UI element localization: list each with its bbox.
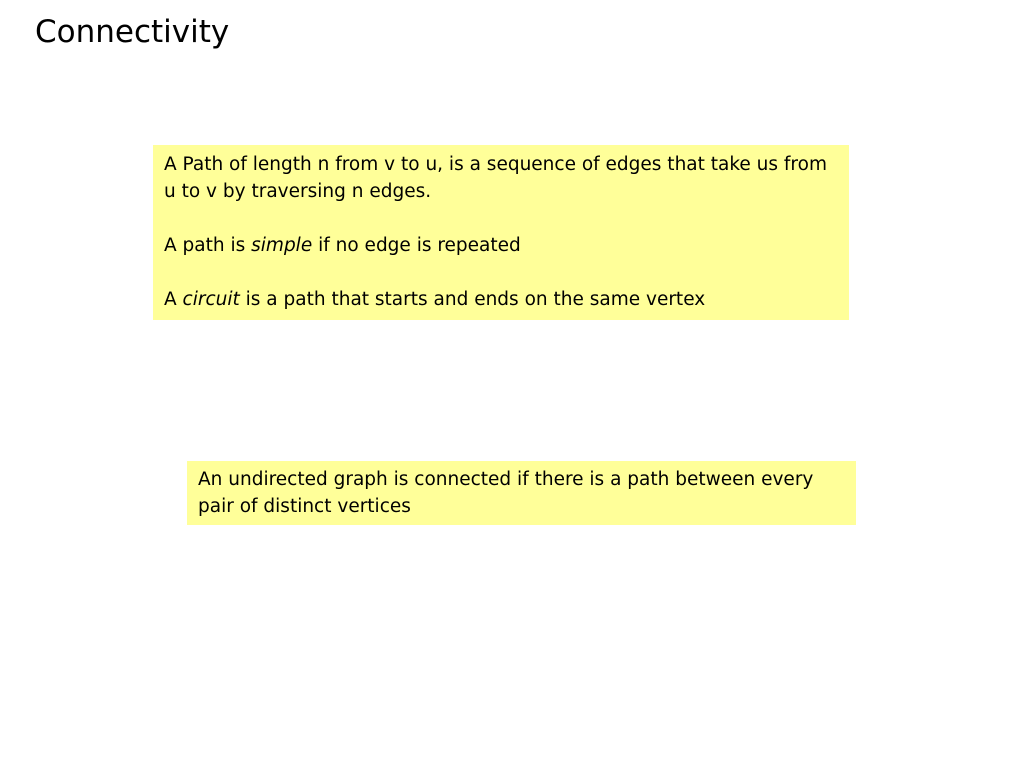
definitions-box: [153, 145, 849, 320]
circuit-term: circuit: [182, 289, 240, 310]
simple-path-definition: [164, 232, 839, 259]
circuit-suffix: is a path that starts and ends on the same vertex: [239, 289, 706, 310]
simple-term: simple: [251, 235, 313, 256]
simple-suffix: if no edge is repeated: [312, 235, 521, 256]
circuit-prefix: A: [164, 289, 183, 310]
connected-graph-box: [187, 461, 856, 525]
simple-prefix: A path is: [164, 235, 252, 256]
circuit-definition: [164, 286, 839, 313]
path-definition: A Path of length n from v to u, is a sequence of edges that take us from u to v by traversing n edges.: [164, 154, 827, 202]
slide-title: Connectivity: [35, 14, 230, 50]
connected-graph-definition: An undirected graph is connected if there is a path between every pair of distinct vertices: [198, 469, 814, 517]
